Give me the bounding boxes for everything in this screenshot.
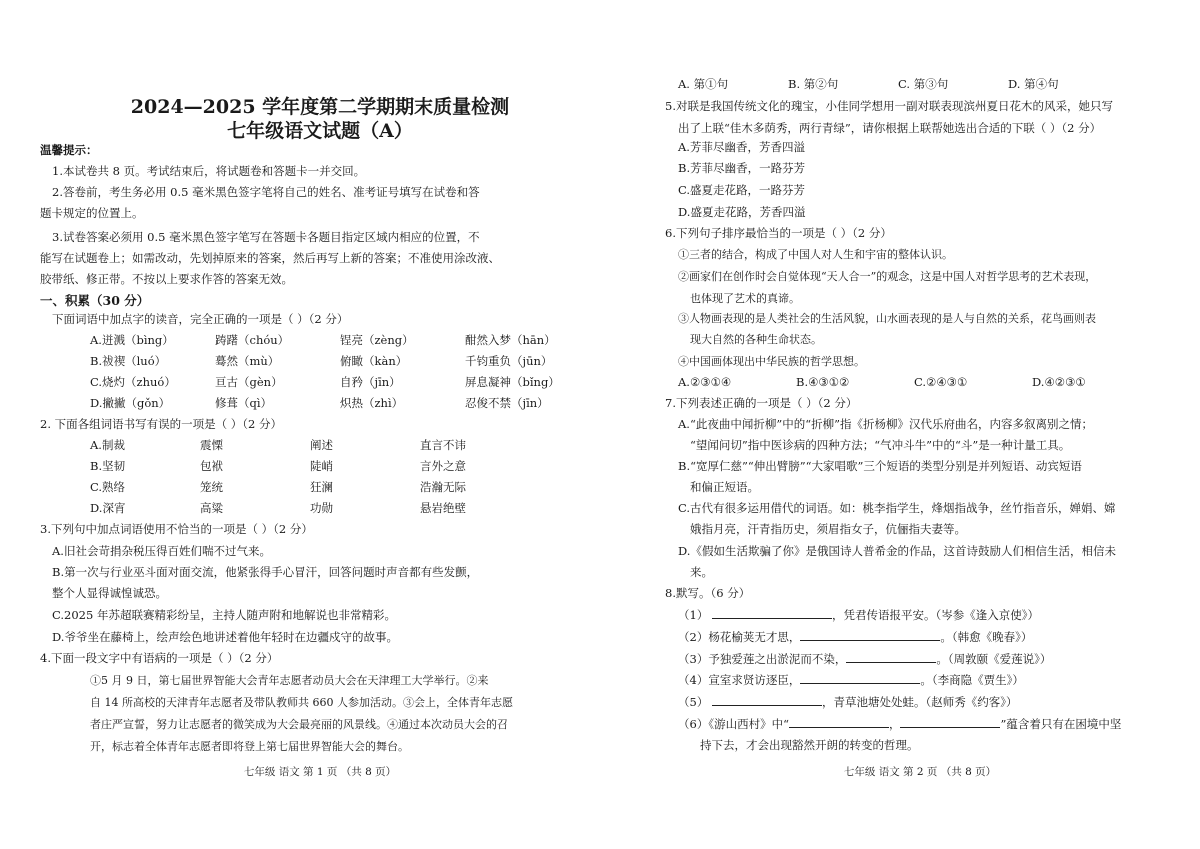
item-number: （4） (678, 673, 709, 687)
item-text: 。（韩愈《晚春》） (940, 630, 1033, 644)
option: 千钧重负（jūn） (465, 354, 553, 368)
q7-line: 来。 (690, 565, 713, 579)
q6-stem: 6.下列句子排序最恰当的一项是（ ）（2 分） (665, 226, 892, 240)
q4-passage-line: 自 14 所高校的天津青年志愿者及带队教师共 660 人参加活动。③会上，全体青年志愿 (90, 696, 513, 709)
dictation-item (678, 714, 1121, 735)
q3-line: 整个人显得诚惶诚恐。 (52, 586, 167, 600)
dictation-continuation: 持下去，才会出现豁然开朗的转变的哲理。 (700, 738, 919, 752)
tip-line: 能写在试题卷上；如需改动，先划掉原来的答案，然后再写上新的答案；不准使用涂改液、 (40, 251, 500, 265)
q7-line: C.古代有很多运用借代的词语。如：桃李指学生，烽烟指战争，丝竹指音乐，婵娟、嫦 (678, 501, 1116, 515)
section-heading: 一、积累（30 分） (40, 293, 150, 308)
q4-stem: 4.下面一段文字中有语病的一项是（ ）（2 分） (40, 651, 279, 665)
option: B. 第②句 (788, 77, 839, 91)
q5-line: 5.对联是我国传统文化的瑰宝，小佳同学想用一副对联表现滨州夏日花木的风采，她只写 (665, 99, 1113, 113)
option: 亘古（gèn） (215, 375, 283, 389)
q7-line: 和偏正短语。 (690, 480, 759, 494)
q6-line: ④中国画体现出中华民族的哲学思想。 (678, 355, 865, 368)
q2-row (90, 498, 590, 519)
q7-line: D.《假如生活欺骗了你》是俄国诗人普希金的作品，这首诗鼓励人们相信生活，相信未 (678, 544, 1116, 558)
item-text: 宣室求贤访逐臣， (708, 673, 801, 687)
q5-option: B.芳菲尽幽香，一路芬芳 (678, 161, 806, 175)
tips-heading: 温馨提示： (40, 143, 98, 157)
answer-blank[interactable] (712, 692, 822, 706)
q6-line: ③人物画表现的是人类社会的生活风貌，山水画表现的是人与自然的关系，花鸟画则表 (678, 312, 1096, 325)
tip-line: 题卡规定的位置上。 (40, 206, 144, 220)
option: 酣然入梦（hān） (465, 333, 556, 347)
q7-stem: 7.下列表述正确的一项是（ ）（2 分） (665, 396, 858, 410)
q4-passage-line: ①5 月 9 日，第七届世界智能大会青年志愿者动员大会在天津理工大学举行。②来 (90, 674, 489, 687)
dictation-item (678, 605, 1039, 626)
q6-line: 现大自然的各种生命状态。 (690, 333, 822, 346)
page-footer: 七年级 语文 第 1 页 （共 8 页） (243, 766, 397, 778)
q5-option: C.盛夏走花路，一路芬芳 (678, 183, 806, 197)
option: 蓦然（mù） (215, 354, 280, 368)
q2-row (90, 456, 590, 477)
item-text: ”蕴含着只有在困境中坚 (1000, 717, 1122, 731)
option: 阐述 (310, 438, 333, 452)
tip-line: 2.答卷前，考生务必用 0.5 毫米黑色签字笔将自己的姓名、准考证号填写在试卷和答 (52, 185, 480, 199)
option: 浩瀚无际 (420, 480, 466, 494)
answer-blank[interactable] (900, 714, 1000, 728)
item-number: （5） (678, 695, 709, 709)
option: 自矜（jīn） (340, 375, 401, 389)
answer-blank[interactable] (800, 670, 920, 684)
q7-line: 娥指月亮，汗青指历史，须眉指女子，伉俪指夫妻等。 (690, 522, 966, 536)
option: 狂澜 (310, 480, 333, 494)
item-number: （1） (678, 608, 709, 622)
option: D.深宵 (90, 501, 126, 515)
dictation-item (678, 649, 1051, 670)
q6-line: 也体现了艺术的真谛。 (690, 292, 800, 305)
q4-passage-line: 开，标志着全体青年志愿者即将登上第七届世界智能大会的舞台。 (90, 740, 409, 753)
option: A. 第①句 (678, 77, 729, 91)
q7-line: A.“此夜曲中闻折柳”中的“折柳”指《折杨柳》汉代乐府曲名，内容多叙离别之情； (678, 417, 1093, 431)
q6-line: ①三者的结合，构成了中国人对人生和宇宙的整体认识。 (678, 248, 953, 261)
option: A.②③①④ (678, 375, 732, 389)
q1-row (90, 372, 590, 393)
q4-options (678, 74, 1178, 95)
option: B.坚韧 (90, 459, 126, 473)
option: 炽热（zhì） (340, 396, 404, 410)
option: D. 第④句 (1008, 77, 1059, 91)
q5-option: A.芳菲尽幽香，芳香四溢 (678, 140, 805, 154)
option: 直言不讳 (420, 438, 466, 452)
item-text: 《游山西村》中“ (708, 717, 789, 731)
item-number: （3） (678, 652, 709, 666)
page-1 (40, 0, 600, 849)
option: 高粱 (200, 501, 223, 515)
option: C.烧灼（zhuó） (90, 375, 176, 389)
exam-subtitle: 七年级语文试题（A） (227, 120, 413, 142)
q2-stem: 2. 下面各组词语书写有误的一项是（ ）（2 分） (40, 417, 283, 431)
option: 功勋 (310, 501, 333, 515)
option: 包袱 (200, 459, 223, 473)
option: 修葺（qì） (215, 396, 273, 410)
option: 陡峭 (310, 459, 333, 473)
q3-line: B.第一次与行业巫斗面对面交流，他紧张得手心冒汗，回答问题时声音都有些发颤， (52, 565, 479, 579)
q3-line: D.爷爷坐在藤椅上，绘声绘色地讲述着他年轻时在边疆戍守的故事。 (52, 630, 398, 644)
q6-options (678, 372, 1178, 393)
option: 踌躇（chóu） (215, 333, 290, 347)
option: 言外之意 (420, 459, 466, 473)
q1-stem: 下面词语中加点字的读音，完全正确的一项是（ ）（2 分） (52, 312, 349, 326)
dictation-item (678, 627, 1032, 648)
q3-line: C.2025 年苏超联赛精彩纷呈，主持人随声附和地解说也非常精彩。 (52, 608, 396, 622)
option: 锃亮（zèng） (340, 333, 414, 347)
option: 屏息凝神（bǐng） (465, 375, 560, 389)
option: B.祓禊（luó） (90, 354, 167, 368)
item-text: 予独爱莲之出淤泥而不染， (708, 652, 847, 666)
q3-line: A.旧社会苛捐杂税压得百姓们喘不过气来。 (52, 544, 271, 558)
page-footer: 七年级 语文 第 2 页 （共 8 页） (843, 766, 997, 778)
option: 震慄 (200, 438, 223, 452)
option: C.熟络 (90, 480, 126, 494)
item-text: ，凭君传语报平安。（岑参《逢入京使》） (831, 608, 1039, 622)
answer-blank[interactable] (789, 714, 889, 728)
q5-line: 出了上联“佳木多荫秀，两行青绿”，请你根据上联帮她选出合适的下联（ ）（2 分） (678, 121, 1102, 135)
option: 笼统 (200, 480, 223, 494)
item-text: 杨花榆荚无才思， (708, 630, 801, 644)
option: A.迸溅（bìng） (90, 333, 174, 347)
option: 忍俊不禁（jīn） (465, 396, 549, 410)
option: C. 第③句 (898, 77, 949, 91)
q1-row (90, 330, 590, 351)
dictation-item (678, 670, 1024, 691)
option: B.④③①② (796, 375, 850, 389)
item-text: 。（李商隐《贾生》） (920, 673, 1024, 687)
answer-blank[interactable] (712, 605, 832, 619)
item-text: ， (888, 717, 901, 731)
answer-blank[interactable] (800, 627, 940, 641)
q5-option: D.盛夏走花路，芳香四溢 (678, 205, 806, 219)
q7-line: “望闻问切”指中医诊病的四种方法；“气冲斗牛”中的“斗”是一种计量工具。 (690, 438, 1071, 452)
q4-passage-line: 者庄严宣誓，努力让志愿者的微笑成为大会最亮丽的风景线。④通过本次动员大会的召 (90, 718, 508, 731)
item-text: ，青草池塘处处蛙。（赵师秀《约客》） (821, 695, 1018, 709)
q6-line: ②画家们在创作时会自觉体现“天人合一”的观念，这是中国人对哲学思考的艺术表现， (678, 270, 1097, 283)
option: A.制裁 (90, 438, 125, 452)
option: D.撇撇（gǒn） (90, 396, 171, 410)
q8-stem: 8.默写。（6 分） (665, 586, 751, 600)
option: 俯瞰（kàn） (340, 354, 408, 368)
page-2 (640, 0, 1200, 849)
item-number: （2） (678, 630, 709, 644)
q2-row (90, 435, 590, 456)
q2-row (90, 477, 590, 498)
option: C.②④③① (914, 375, 968, 389)
option: 悬岩绝壁 (420, 501, 466, 515)
item-text: 。（周敦颐《爱莲说》） (936, 652, 1052, 666)
tip-line: 3.试卷答案必须用 0.5 毫米黑色签字笔写在答题卡各题目指定区域内相应的位置，不 (52, 230, 480, 244)
answer-blank[interactable] (846, 649, 936, 663)
q7-line: B.“宽厚仁慈”“伸出臂膀”“大家唱歌”三个短语的类型分别是并列短语、动宾短语 (678, 459, 1082, 473)
tip-line: 胶带纸、修正带。不按以上要求作答的答案无效。 (40, 272, 293, 286)
q3-stem: 3.下列句中加点词语使用不恰当的一项是（ ）（2 分） (40, 522, 313, 536)
tip-line: 1.本试卷共 8 页。考试结束后，将试题卷和答题卡一并交回。 (52, 164, 366, 178)
q1-row (90, 351, 590, 372)
option: D.④②③① (1032, 375, 1086, 389)
dictation-item (678, 692, 1017, 713)
item-number: （6） (678, 717, 709, 731)
q1-row (90, 393, 590, 414)
exam-title: 2024—2025 学年度第二学期期末质量检测 (130, 96, 510, 118)
